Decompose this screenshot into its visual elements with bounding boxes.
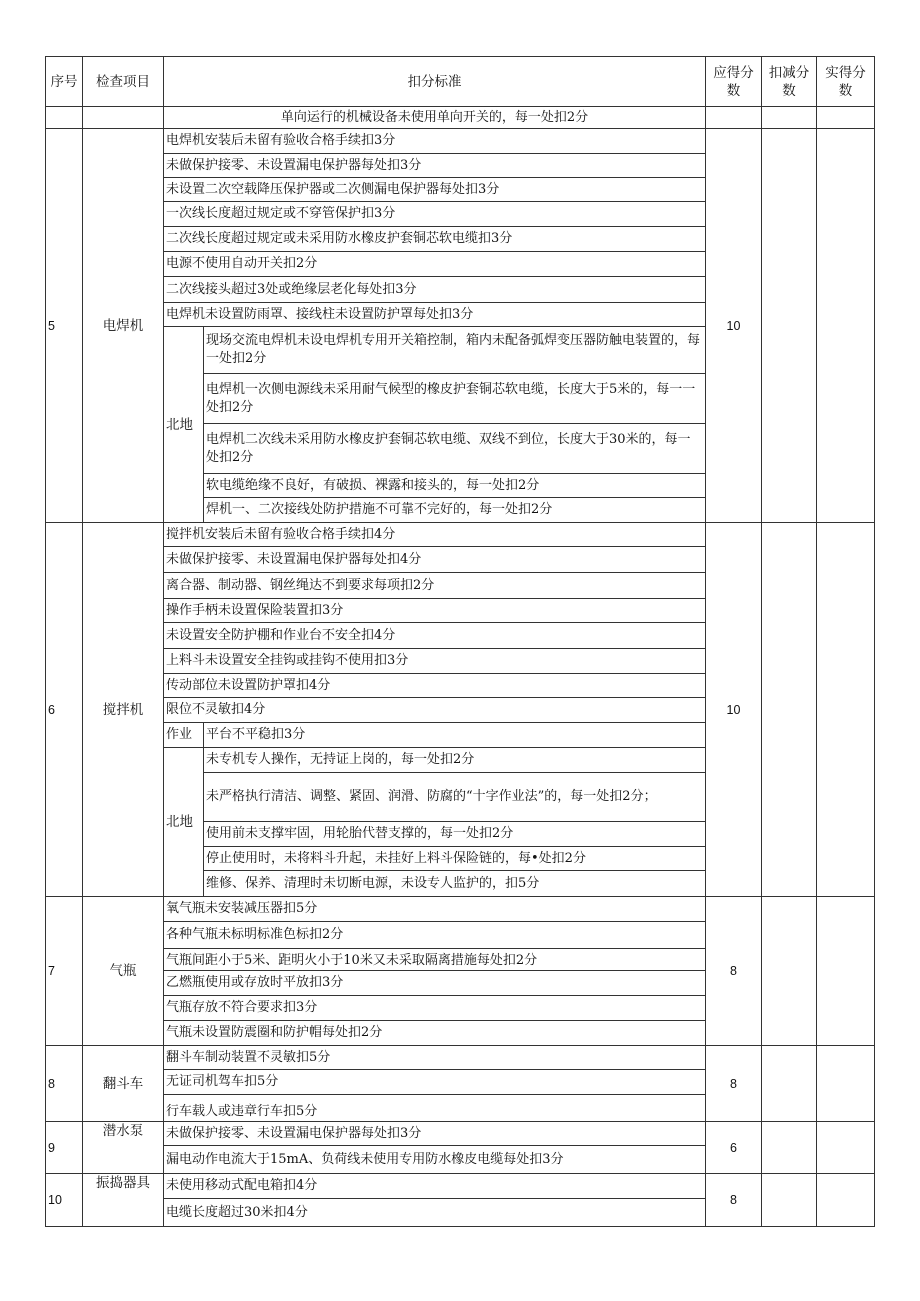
split-label: 作业	[164, 723, 204, 748]
table-row	[46, 129, 875, 154]
criterion: 未做保护接零、未设置漏电保护器每处扣4分	[164, 547, 706, 573]
region-criterion: 未专机专人操作，无持证上岗的，每一处扣2分	[204, 748, 706, 773]
region-criterion: 电焊机一次侧电源线未采用耐气候型的橡皮护套铜芯软电缆，长度大于5米的，每一一处扣2分	[204, 374, 706, 424]
table-row	[46, 1046, 875, 1070]
item-name: 潜水泵	[83, 1122, 164, 1174]
criterion: 行车载人或违章行车扣5分	[164, 1095, 706, 1122]
item-name: 振捣器具	[83, 1174, 164, 1227]
region-criterion: 电焊机二次线未采用防水橡皮护套铜芯软电缆、双线不到位，长度大于30米的，每一处扣2分	[204, 424, 706, 474]
deduct-score	[762, 523, 817, 897]
item-name: 翻斗车	[83, 1046, 164, 1122]
region-label: 北地	[164, 748, 204, 897]
actual-score	[817, 1174, 875, 1227]
criterion: 上料斗未设置安全挂钩或挂钩不使用扣3分	[164, 649, 706, 674]
region-criterion: 维修、保养、清理时未切断电源，未设专人监护的，扣5分	[204, 871, 706, 897]
due-score: 8	[706, 1174, 762, 1227]
header-item: 检查项目	[83, 57, 164, 107]
criterion: 未设置二次空载降压保护器或二次侧漏电保护器每处扣3分	[164, 178, 706, 202]
row-number: 10	[46, 1174, 83, 1227]
criterion: 平台不平稳扣3分	[204, 723, 706, 748]
header-actual-score: 实得分数	[817, 57, 875, 107]
criterion: 二次线长度超过规定或未采用防水橡皮护套铜芯软电缆扣3分	[164, 227, 706, 252]
inspection-table	[45, 56, 875, 1227]
header-criteria: 扣分标准	[164, 57, 706, 107]
deduct-score	[762, 1122, 817, 1174]
row-number: 7	[46, 897, 83, 1046]
region-criterion: 停止使用时，未将料斗升起，未挂好上料斗保险链的，每•处扣2分	[204, 847, 706, 871]
criterion: 漏电动作电流大于15mA、负荷线未使用专用防水橡皮电缆每处扣3分	[164, 1146, 706, 1174]
criterion: 电源不使用自动开关扣2分	[164, 252, 706, 277]
due-score: 8	[706, 1046, 762, 1122]
carryover-seq	[46, 107, 83, 129]
criterion: 气瓶存放不符合要求扣3分	[164, 996, 706, 1021]
criterion: 搅拌机安装后未留有验收合格手续扣4分	[164, 523, 706, 547]
carryover-row	[46, 107, 875, 129]
region-criterion: 软电缆绝缘不良好，有破损、裸露和接头的，每一处扣2分	[204, 474, 706, 498]
criterion: 电焊机未设置防雨罩、接线柱未设置防护罩每处扣3分	[164, 303, 706, 327]
due-score: 6	[706, 1122, 762, 1174]
actual-score	[817, 129, 875, 523]
criterion: 翻斗车制动装置不灵敏扣5分	[164, 1046, 706, 1070]
table-row	[46, 523, 875, 547]
criterion: 未做保护接零、未设置漏电保护器每处扣3分	[164, 154, 706, 178]
actual-score	[817, 523, 875, 897]
row-number: 9	[46, 1122, 83, 1174]
header-due-score: 应得分数	[706, 57, 762, 107]
item-name: 搅拌机	[83, 523, 164, 897]
criterion: 电缆长度超过30米扣4分	[164, 1199, 706, 1227]
carryover-item	[83, 107, 164, 129]
due-score: 8	[706, 897, 762, 1046]
region-criterion: 现场交流电焊机未设电焊机专用开关箱控制，箱内未配备弧焊变压器防触电装置的，每一处扣2分	[204, 327, 706, 374]
region-criterion: 焊机一、二次接线处防护措施不可靠不完好的，每一处扣2分	[204, 498, 706, 523]
carryover-deduct	[762, 107, 817, 129]
criterion: 传动部位未设置防护罩扣4分	[164, 674, 706, 698]
table-row	[46, 1122, 875, 1146]
actual-score	[817, 1046, 875, 1122]
deduct-score	[762, 1046, 817, 1122]
table-row	[46, 1174, 875, 1199]
criterion: 未设置安全防护棚和作业台不安全扣4分	[164, 623, 706, 649]
criterion: 无证司机驾车扣5分	[164, 1070, 706, 1095]
carryover-due	[706, 107, 762, 129]
criterion: 未做保护接零、未设置漏电保护器每处扣3分	[164, 1122, 706, 1146]
carryover-actual	[817, 107, 875, 129]
item-name: 电焊机	[83, 129, 164, 523]
header-seq: 序号	[46, 57, 83, 107]
actual-score	[817, 1122, 875, 1174]
row-number: 6	[46, 523, 83, 897]
criterion: 离合器、制动器、钢丝绳达不到要求每项扣2分	[164, 573, 706, 599]
header-deduct-score: 扣减分数	[762, 57, 817, 107]
item-name: 气瓶	[83, 897, 164, 1046]
criterion: 氧气瓶未安装减压器扣5分	[164, 897, 706, 922]
table-row	[46, 897, 875, 922]
deduct-score	[762, 1174, 817, 1227]
region-label: 北地	[164, 327, 204, 523]
row-number: 5	[46, 129, 83, 523]
criterion: 限位不灵敏扣4分	[164, 698, 706, 723]
deduct-score	[762, 897, 817, 1046]
criterion: 各种气瓶未标明标准色标扣2分	[164, 922, 706, 949]
due-score: 10	[706, 523, 762, 897]
deduct-score	[762, 129, 817, 523]
row-number: 8	[46, 1046, 83, 1122]
criterion: 一次线长度超过规定或不穿管保护扣3分	[164, 202, 706, 227]
criterion: 二次线接头超过3处或绝缘层老化每处扣3分	[164, 277, 706, 303]
criterion: 操作手柄未设置保险装置扣3分	[164, 599, 706, 623]
criterion: 电焊机安装后未留有验收合格手续扣3分	[164, 129, 706, 154]
region-criterion: 未严格执行清洁、调整、紧固、润滑、防腐的“十字作业法”的，每一处扣2分；	[204, 773, 706, 822]
criterion: 气瓶未设置防震圈和防护帽每处扣2分	[164, 1021, 706, 1046]
actual-score	[817, 897, 875, 1046]
criterion: 气瓶间距小于5米、距明火小于10米又未采取隔离措施每处扣2分	[164, 949, 706, 971]
region-criterion: 使用前未支撑牢固，用轮胎代替支撑的，每一处扣2分	[204, 822, 706, 847]
criterion: 未使用移动式配电箱扣4分	[164, 1174, 706, 1199]
carryover-criteria: 单向运行的机械设备未使用单向开关的，每一处扣2分	[164, 107, 706, 129]
criterion: 乙燃瓶使用或存放时平放扣3分	[164, 971, 706, 996]
due-score: 10	[706, 129, 762, 523]
header-row	[46, 57, 875, 107]
